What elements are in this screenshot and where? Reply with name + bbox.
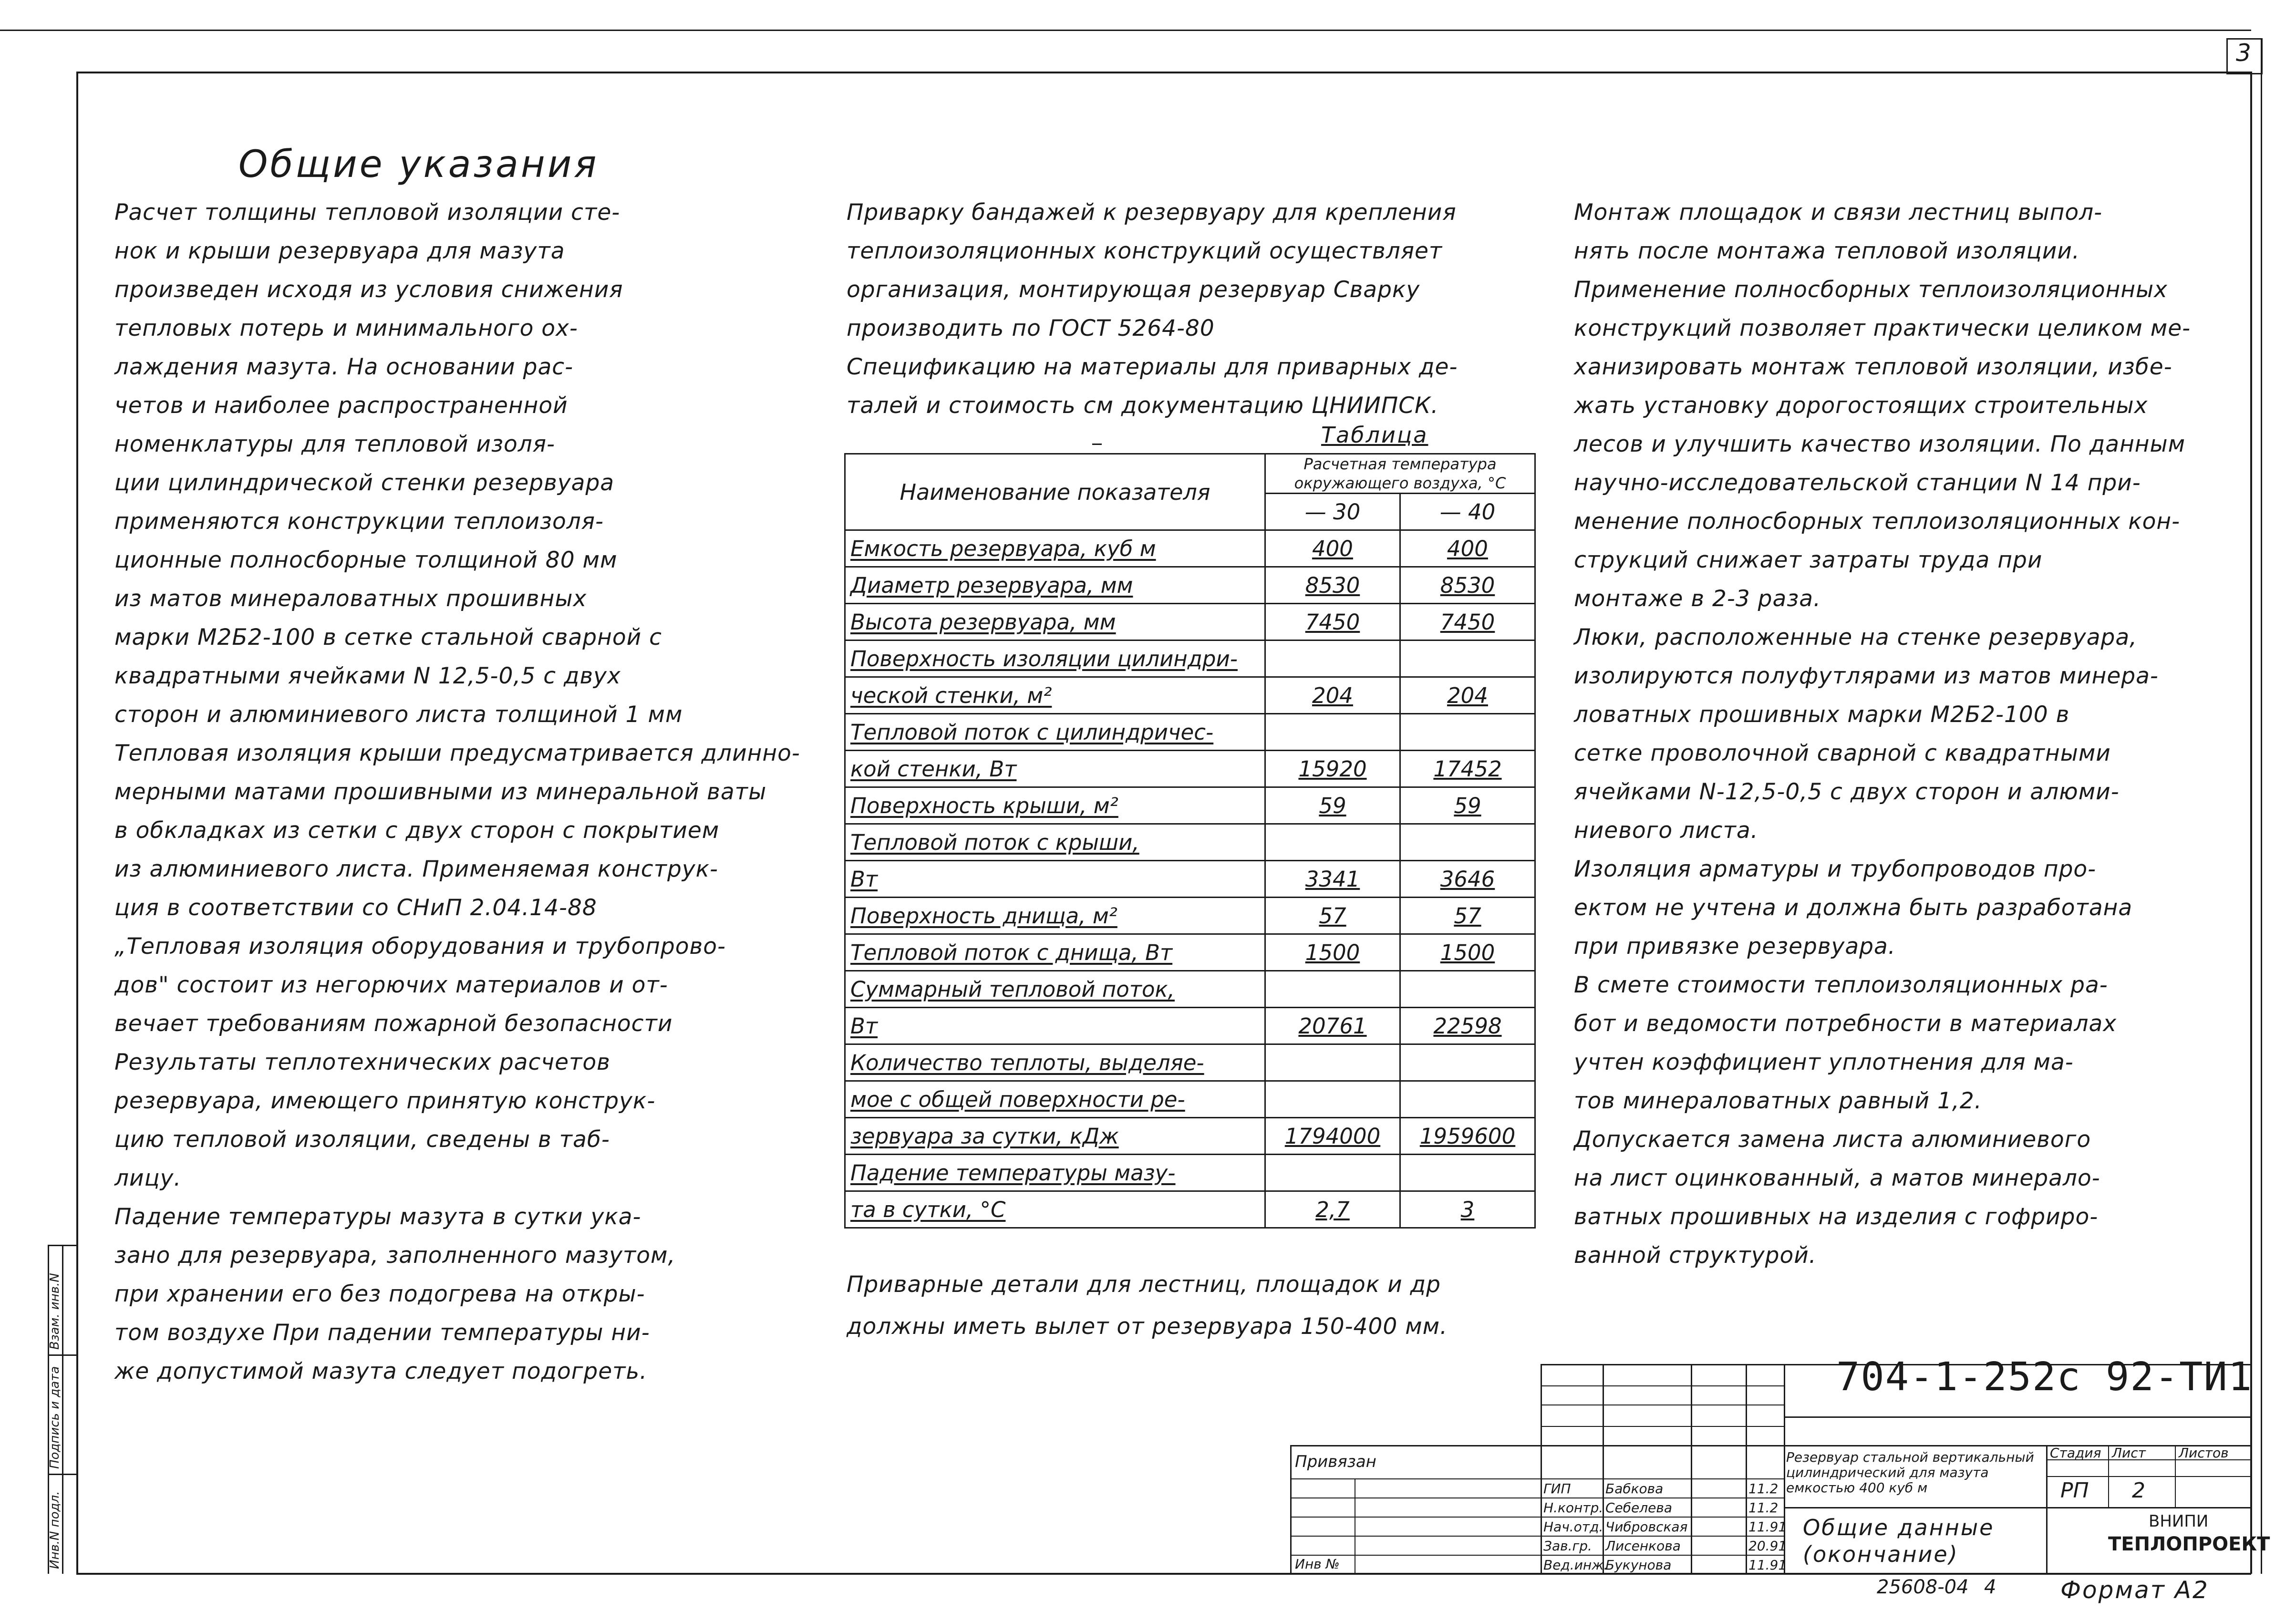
text-line: сетке проволочной сварной с квадратными <box>1574 740 2111 766</box>
frame-right <box>2250 72 2252 1574</box>
table-cell-value <box>1400 640 1535 677</box>
table-row <box>845 1081 1535 1118</box>
table-cell-value: 400 <box>1400 530 1535 567</box>
table-row <box>845 1008 1535 1044</box>
table-cell-value <box>1400 1081 1535 1118</box>
table-row <box>845 898 1535 934</box>
table-cell-name: Вт <box>845 861 1265 898</box>
table-cell-value: 204 <box>1400 677 1535 714</box>
table-cell-value: 3 <box>1400 1191 1535 1228</box>
table-caption-dash <box>1092 444 1102 445</box>
table-row <box>845 971 1535 1008</box>
table-cell-value <box>1400 971 1535 1008</box>
text-line: произведен исходя из условия снижения <box>114 277 623 303</box>
table-row <box>845 1044 1535 1081</box>
table-cell-value: 7450 <box>1265 604 1400 640</box>
org-name-2: ТЕПЛОПРОЕКТ <box>2108 1533 2270 1555</box>
text-line: дов" состоит из негорючих материалов и от- <box>114 972 668 998</box>
text-line: марки М2Б2-100 в сетке стальной сварной с <box>114 624 662 651</box>
frame-bottom <box>76 1573 2251 1575</box>
top-dash-line <box>0 30 2251 31</box>
role-label: Зав.гр. <box>1543 1538 1592 1554</box>
text-line: ячейками N-12,5-0,5 с двух сторон и алюми- <box>1574 779 2120 805</box>
table-cell-value: 22598 <box>1400 1008 1535 1044</box>
table-row <box>845 934 1535 971</box>
sheet-number: 3 <box>2236 39 2251 67</box>
format-label: Формат А2 <box>2060 1576 2209 1604</box>
table-row <box>845 604 1535 640</box>
table-cell-value <box>1265 640 1400 677</box>
side-stamp-label-3: Взам. инв.N <box>48 1273 62 1350</box>
table-cell-value: 3646 <box>1400 861 1535 898</box>
table-cell-value <box>1400 824 1535 861</box>
text-line: струкций снижает затраты труда при <box>1574 547 2043 573</box>
role-date: 11.91 <box>1748 1519 1787 1535</box>
object-description: Резервуар стальной вертикальный цилиндрический для мазута емкостью 400 куб м <box>1786 1449 2034 1496</box>
frame-top <box>76 72 2251 73</box>
text-line: учтен коэффициент уплотнения для ма- <box>1574 1049 2074 1075</box>
stage-label: Стадия <box>2050 1445 2101 1461</box>
text-line: производить по ГОСТ 5264-80 <box>847 315 1215 341</box>
text-line: ванной структурой. <box>1574 1242 1817 1269</box>
table-cell-value: 1959600 <box>1400 1118 1535 1155</box>
sheet-label: Лист <box>2112 1445 2146 1461</box>
table-cell-value: 400 <box>1265 530 1400 567</box>
role-label: ГИП <box>1543 1481 1571 1497</box>
table-cell-value <box>1400 1155 1535 1191</box>
text-line: четов и наиболее распространенной <box>114 392 568 419</box>
text-line: нок и крыши резервуара для мазута <box>114 238 565 264</box>
stage-value: РП <box>2060 1478 2089 1503</box>
role-name: Букунова <box>1605 1557 1672 1573</box>
table-cell-value: 2,7 <box>1265 1191 1400 1228</box>
table-cell-name: та в сутки, °С <box>845 1191 1265 1228</box>
text-line: лаждения мазута. На основании рас- <box>114 354 574 380</box>
table-header-col1: — 30 <box>1265 494 1400 530</box>
table-cell-value: 8530 <box>1400 567 1535 604</box>
page-title: Общие указания <box>238 143 599 186</box>
table-cell-value: 1500 <box>1400 934 1535 971</box>
text-line: ханизировать монтаж тепловой изоляции, избе- <box>1574 354 2172 380</box>
table-caption: Таблица <box>1321 422 1428 448</box>
role-label: Вед.инж. <box>1543 1557 1608 1573</box>
frame-right-outer <box>2261 38 2262 1574</box>
text-line: нять после монтажа тепловой изоляции. <box>1574 238 2080 264</box>
text-line: Результаты теплотехнических расчетов <box>114 1049 610 1075</box>
text-line: конструкций позволяет практически целиком ме- <box>1574 315 2191 341</box>
text-line: ватных прошивных на изделия с гофриро- <box>1574 1204 2099 1230</box>
text-line: зано для резервуара, заполненного мазутом, <box>114 1242 676 1269</box>
text-line: Изоляция арматуры и трубопроводов про- <box>1574 856 2097 882</box>
table-cell-value <box>1265 1155 1400 1191</box>
text-line: монтаже в 2-3 раза. <box>1574 586 1821 612</box>
table-cell-value: 8530 <box>1265 567 1400 604</box>
table-row <box>845 677 1535 714</box>
table-cell-value <box>1265 971 1400 1008</box>
text-line: организация, монтирующая резервуар Сварку <box>847 277 1420 303</box>
column-2-text <box>847 193 1552 425</box>
role-name: Бабкова <box>1605 1481 1664 1497</box>
table-cell-value: 1500 <box>1265 934 1400 971</box>
role-label: Н.контр. <box>1543 1500 1603 1516</box>
text-line: ниевого листа. <box>1574 817 1758 844</box>
text-line: тепловых потерь и минимального ох- <box>114 315 578 341</box>
table-cell-name: Тепловой поток с днища, Вт <box>845 934 1265 971</box>
text-line: резервуара, имеющего принятую конструк- <box>114 1088 656 1114</box>
org-name-1: ВНИПИ <box>2149 1512 2209 1531</box>
text-line: цию тепловой изоляции, сведены в таб- <box>114 1126 610 1153</box>
side-stamp-label-1: Инв.N подл. <box>48 1491 62 1569</box>
text-line: Приварные детали для лестниц, площадок и др <box>847 1271 1441 1298</box>
text-line: на лист оцинкованный, а матов минерало- <box>1574 1165 2100 1191</box>
table-cell-value <box>1265 1044 1400 1081</box>
text-line: Монтаж площадок и связи лестниц выпол- <box>1574 199 2103 226</box>
column-2-footer-text <box>847 1264 1552 1348</box>
inv-label: Инв № <box>1295 1556 1340 1572</box>
text-line: менение полносборных теплоизоляционных кон- <box>1574 508 2181 535</box>
text-line: теплоизоляционных конструкций осуществляет <box>847 238 1443 264</box>
table-row <box>845 1118 1535 1155</box>
text-line: том воздухе При падении температуры ни- <box>114 1320 650 1346</box>
text-line: Люки, расположенные на стенке резервуара, <box>1574 624 2138 651</box>
role-date: 11.2 <box>1748 1481 1779 1497</box>
text-line: сторон и алюминиевого листа толщиной 1 мм <box>114 702 683 728</box>
text-line: Тепловая изоляция крыши предусматривается длинно- <box>114 740 800 766</box>
sheet-value: 2 <box>2132 1478 2145 1503</box>
text-line: применяются конструкции теплоизоля- <box>114 508 604 535</box>
text-line: Падение температуры мазута в сутки ука- <box>114 1204 641 1230</box>
text-line: лесов и улучшить качество изоляции. По данным <box>1574 431 2186 457</box>
table-cell-name: ческой стенки, м² <box>845 677 1265 714</box>
text-line: Расчет толщины тепловой изоляции сте- <box>114 199 621 226</box>
table-row <box>845 824 1535 861</box>
table-cell-name: мое с общей поверхности ре- <box>845 1081 1265 1118</box>
table-cell-value <box>1400 1044 1535 1081</box>
side-stamp-label-2: Подпись и дата <box>48 1366 62 1469</box>
table-cell-name: Диаметр резервуара, мм <box>845 567 1265 604</box>
table-cell-value: 3341 <box>1265 861 1400 898</box>
text-line: Приварку бандажей к резервуару для крепления <box>847 199 1457 226</box>
table-cell-value: 57 <box>1400 898 1535 934</box>
text-line: при привязке резервуара. <box>1574 933 1896 960</box>
text-line: Спецификацию на материалы для приварных де- <box>847 354 1458 380</box>
table-cell-value: 20761 <box>1265 1008 1400 1044</box>
table-cell-value <box>1265 714 1400 751</box>
table-cell-value <box>1265 824 1400 861</box>
text-line: мерными матами прошивными из минеральной ваты <box>114 779 767 805</box>
role-date: 11.91 <box>1748 1557 1787 1573</box>
text-line: вечает требованиям пожарной безопасности <box>114 1011 673 1037</box>
table-cell-name: Поверхность крыши, м² <box>845 787 1265 824</box>
text-line: ция в соответствии со СНиП 2.04.14-88 <box>114 895 597 921</box>
side-stamp-top <box>48 1245 76 1246</box>
table-cell-name: зервуара за сутки, кДж <box>845 1118 1265 1155</box>
text-line: Допускается замена листа алюминиевого <box>1574 1126 2091 1153</box>
table-row <box>845 567 1535 604</box>
role-date: 20.91 <box>1748 1538 1787 1554</box>
table-row <box>845 861 1535 898</box>
results-table <box>844 453 1536 1229</box>
table-cell-value: 59 <box>1400 787 1535 824</box>
table-row <box>845 751 1535 787</box>
table-row <box>845 1155 1535 1191</box>
table-cell-value: 17452 <box>1400 751 1535 787</box>
text-line: бот и ведомости потребности в материалах <box>1574 1011 2117 1037</box>
text-line: научно-исследовательской станции N 14 при- <box>1574 470 2141 496</box>
table-cell-name: Падение температуры мазу- <box>845 1155 1265 1191</box>
table-cell-name: Вт <box>845 1008 1265 1044</box>
frame-left <box>76 72 78 1574</box>
table-cell-name: кой стенки, Вт <box>845 751 1265 787</box>
sheets-label: Листов <box>2179 1445 2229 1461</box>
text-line: тов минераловатных равный 1,2. <box>1574 1088 1982 1114</box>
archive-number: 25608-04 <box>1877 1576 1969 1598</box>
text-line: должны иметь вылет от резервуара 150-400 мм. <box>847 1313 1448 1340</box>
table-cell-value: 57 <box>1265 898 1400 934</box>
table-cell-name: Суммарный тепловой поток, <box>845 971 1265 1008</box>
table-cell-value: 15920 <box>1265 751 1400 787</box>
table-row <box>845 787 1535 824</box>
table-cell-name: Поверхность изоляции цилиндри- <box>845 640 1265 677</box>
side-stamp-line2 <box>62 1245 63 1574</box>
archive-sheet: 4 <box>1984 1576 1996 1598</box>
role-name: Чибровская <box>1605 1519 1688 1535</box>
table-cell-name: Емкость резервуара, куб м <box>845 530 1265 567</box>
text-line: квадратными ячейками N 12,5-0,5 с двух <box>114 663 621 689</box>
text-line: же допустимой мазута следует подогреть. <box>114 1358 648 1384</box>
text-line: в обкладках из сетки с двух сторон с покрытием <box>114 817 720 844</box>
table-row <box>845 714 1535 751</box>
role-label: Нач.отд. <box>1543 1519 1603 1535</box>
text-line: жать установку дорогостоящих строительных <box>1574 392 2148 419</box>
column-1-text <box>114 193 800 1391</box>
text-line: изолируются полуфутлярами из матов минера- <box>1574 663 2159 689</box>
column-3-text <box>1574 193 2242 1275</box>
table-row <box>845 530 1535 567</box>
table-cell-value: 1794000 <box>1265 1118 1400 1155</box>
text-line: ции цилиндрической стенки резервуара <box>114 470 615 496</box>
document-code: 704-1-252с 92-ТИ1 <box>1836 1354 2253 1400</box>
text-line: ционные полносборные толщиной 80 мм <box>114 547 618 573</box>
table-header-name: Наименование показателя <box>845 454 1265 530</box>
text-line: номенклатуры для тепловой изоля- <box>114 431 555 457</box>
table-cell-value <box>1265 1081 1400 1118</box>
text-line: лицу. <box>114 1165 182 1191</box>
table-cell-value: 7450 <box>1400 604 1535 640</box>
role-name: Лисенкова <box>1605 1538 1681 1554</box>
text-line: талей и стоимость см документацию ЦНИИПСК. <box>847 392 1439 419</box>
table-cell-name: Тепловой поток с цилиндричес- <box>845 714 1265 751</box>
table-row <box>845 640 1535 677</box>
text-line: при хранении его без подогрева на откры- <box>114 1281 645 1307</box>
privyazan-label: Привязан <box>1295 1452 1376 1471</box>
table-cell-value: 204 <box>1265 677 1400 714</box>
text-line: из матов минераловатных прошивных <box>114 586 587 612</box>
table-row <box>845 1191 1535 1228</box>
text-line: ектом не учтена и должна быть разработана <box>1574 895 2133 921</box>
text-line: В смете стоимости теплоизоляционных ра- <box>1574 972 2108 998</box>
doc-title: Общие данные (окончание) <box>1803 1515 1995 1567</box>
table-cell-name: Количество теплоты, выделяе- <box>845 1044 1265 1081</box>
table-cell-name: Тепловой поток с крыши, <box>845 824 1265 861</box>
text-line: из алюминиевого листа. Применяемая конструк- <box>114 856 718 882</box>
side-stamp-div2 <box>48 1474 76 1475</box>
table-cell-value <box>1400 714 1535 751</box>
text-line: Применение полносборных теплоизоляционных <box>1574 277 2168 303</box>
table-cell-value: 59 <box>1265 787 1400 824</box>
table-header-col2: — 40 <box>1400 494 1535 530</box>
role-name: Себелева <box>1605 1500 1673 1516</box>
text-line: ловатных прошивных марки М2Б2-100 в <box>1574 702 2070 728</box>
table-cell-name: Высота резервуара, мм <box>845 604 1265 640</box>
table-header-temp: Расчетная температура окружающего воздуха, °С <box>1265 454 1535 494</box>
text-line: „Тепловая изоляция оборудования и трубопрово- <box>114 933 726 960</box>
table-cell-name: Поверхность днища, м² <box>845 898 1265 934</box>
side-stamp-div1 <box>48 1354 76 1356</box>
role-date: 11.2 <box>1748 1500 1779 1516</box>
